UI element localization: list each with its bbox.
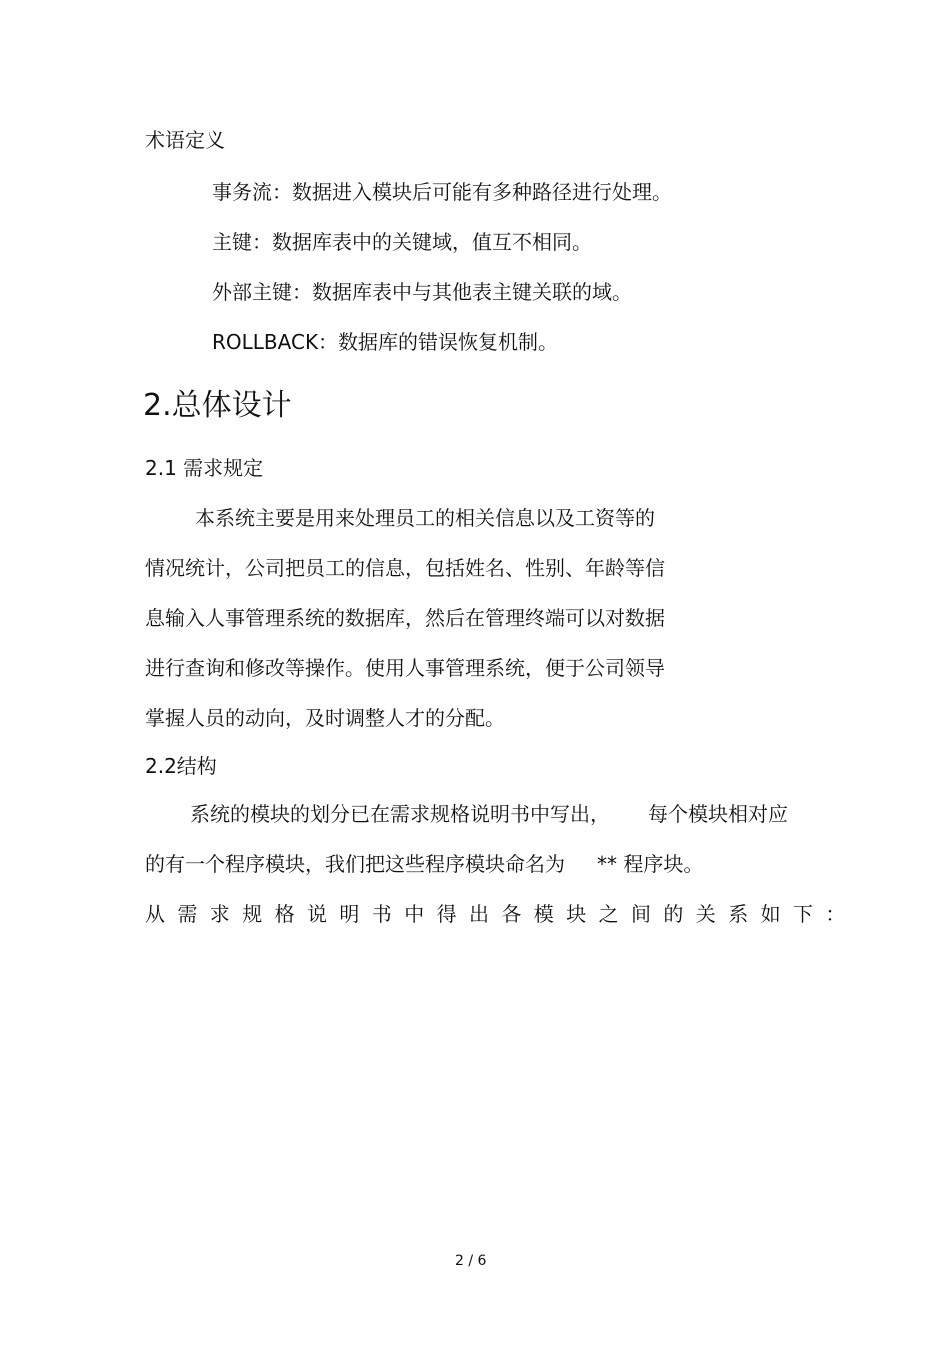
paragraph-segment: 每个模块相对应 — [648, 802, 788, 826]
subsection-title-2-2: 2.2结构 — [145, 754, 217, 778]
term-item: 主键：数据库表中的关键域，值互不相同。 — [212, 230, 592, 254]
term-item: ROLLBACK：数据库的错误恢复机制。 — [212, 330, 559, 354]
term-item: 外部主键：数据库表中与其他表主键关联的域。 — [212, 280, 632, 304]
paragraph-line: 情况统计，公司把员工的信息，包括姓名、性别、年龄等信 — [145, 556, 665, 580]
paragraph-segment: 的有一个程序模块，我们把这些程序模块命名为 — [145, 852, 565, 876]
term-item: 事务流：数据进入模块后可能有多种路径进行处理。 — [212, 180, 672, 204]
paragraph-line: 掌握人员的动向，及时调整人才的分配。 — [145, 706, 505, 730]
paragraph-segment: ** 程序块。 — [597, 852, 704, 876]
paragraph-line: 进行查询和修改等操作。使用人事管理系统，便于公司领导 — [145, 656, 665, 680]
section-title: 2.总体设计 — [143, 388, 292, 423]
paragraph-line — [145, 850, 703, 878]
terms-heading: 术语定义 — [145, 128, 225, 152]
page-number: 2 / 6 — [455, 1253, 487, 1269]
subsection-title-2-1: 2.1 需求规定 — [145, 456, 264, 480]
paragraph-line: 从需求规格说明书中得出各模块之间的关系如下： — [145, 902, 858, 926]
paragraph-line: 本系统主要是用来处理员工的相关信息以及工资等的 — [195, 506, 655, 530]
paragraph-line — [190, 800, 788, 828]
paragraph-line: 息输入人事管理系统的数据库，然后在管理终端可以对数据 — [145, 606, 665, 630]
paragraph-segment: 系统的模块的划分已在需求规格说明书中写出， — [190, 802, 610, 826]
